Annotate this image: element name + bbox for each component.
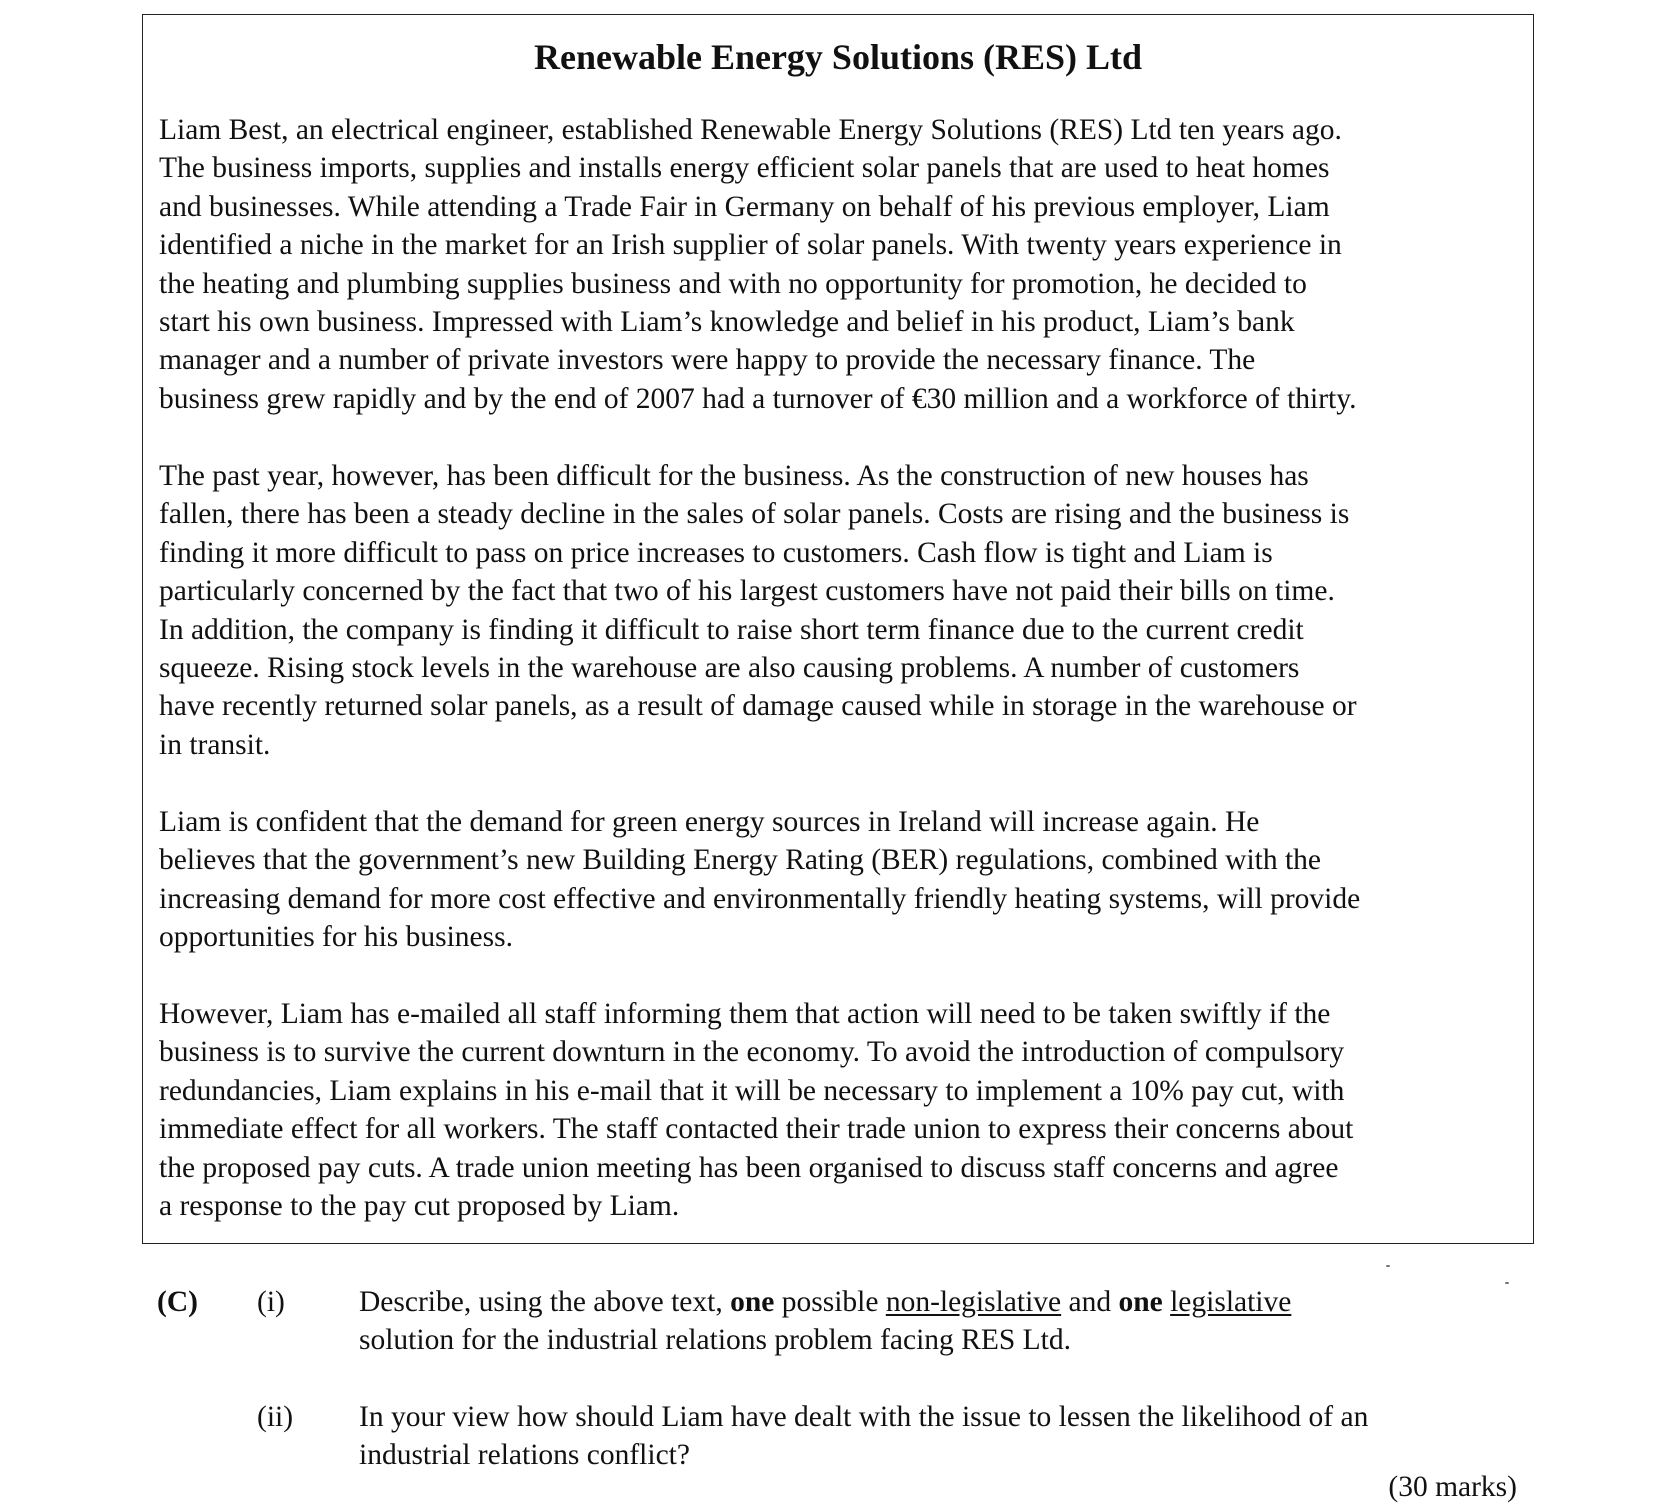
text-line: Liam Best, an electrical engineer, established Renewable Energy Solutions (RES) Ltd ten years ago. xyxy=(159,114,1342,146)
text-run: Describe, using the above text, xyxy=(359,1286,731,1318)
text-line: increasing demand for more cost effective and environmentally friendly heating systems, will provide xyxy=(159,882,1361,915)
question-ii-line-2: industrial relations conflict? xyxy=(359,1439,690,1472)
text-line: have recently returned solar panels, as a result of damage caused while in storage in the warehouse or xyxy=(159,690,1357,723)
text-line: In addition, the company is finding it difficult to raise short term finance due to the current credit xyxy=(159,613,1304,646)
emphasis-one: one xyxy=(1118,1286,1163,1318)
text-line: Liam is confident that the demand for green energy sources in Ireland will increase again. He xyxy=(159,806,1260,838)
case-paragraph-3 xyxy=(159,803,1531,957)
text-line: the heating and plumbing supplies business and with no opportunity for promotion, he decided to xyxy=(159,267,1307,300)
text-line: immediate effect for all workers. The staff contacted their trade union to express their concerns about xyxy=(159,1113,1354,1146)
question-section-label: (C) xyxy=(157,1286,198,1318)
text-line: a response to the pay cut proposed by Liam. xyxy=(159,1190,680,1223)
text-line: manager and a number of private investors were happy to provide the necessary finance. The xyxy=(159,344,1256,377)
text-line: redundancies, Liam explains in his e-mail that it will be necessary to implement a 10% pay cut, with xyxy=(159,1074,1345,1107)
text-line: fallen, there has been a steady decline in the sales of solar panels. Costs are rising and the business is xyxy=(159,498,1350,531)
text-line: opportunities for his business. xyxy=(159,921,513,954)
underlined-term: non-legislative xyxy=(885,1286,1062,1318)
text-line: the proposed pay cuts. A trade union meeting has been organised to discuss staff concerns and agree xyxy=(159,1151,1339,1184)
case-study-box xyxy=(142,14,1534,1244)
question-ii-line-1: In your view how should Liam have dealt with the issue to lessen the likelihood of an xyxy=(359,1401,1369,1433)
question-i-text xyxy=(359,1283,1291,1360)
question-number-i: (i) xyxy=(257,1286,285,1318)
text-line: start his own business. Impressed with Liam’s knowledge and belief in his product, Liam’s bank xyxy=(159,306,1295,339)
scan-artifact xyxy=(1386,1265,1390,1267)
text-line: However, Liam has e-mailed all staff informing them that action will need to be taken swiftly if the xyxy=(159,998,1331,1030)
question-i-line-1 xyxy=(359,1283,1291,1321)
case-study-title: Renewable Energy Solutions (RES) Ltd xyxy=(533,37,1143,77)
text-line: The past year, however, has been difficult for the business. As the construction of new houses has xyxy=(159,460,1309,492)
text-line: particularly concerned by the fact that two of his largest customers have not paid their bills on time. xyxy=(159,575,1335,608)
emphasis-one: one xyxy=(730,1286,775,1318)
question-i-line-2: solution for the industrial relations problem facing RES Ltd. xyxy=(359,1324,1071,1357)
text-line: and businesses. While attending a Trade Fair in Germany on behalf of his previous employer, Liam xyxy=(159,190,1330,223)
case-paragraph-2 xyxy=(159,457,1531,764)
text-line: business is to survive the current downturn in the economy. To avoid the introduction of compulsory xyxy=(159,1036,1345,1069)
text-line: believes that the government’s new Building Energy Rating (BER) regulations, combined with the xyxy=(159,844,1322,877)
text-line: The business imports, supplies and installs energy efficient solar panels that are used to heat homes xyxy=(159,152,1330,185)
question-number-ii: (ii) xyxy=(257,1401,294,1433)
text-line: finding it more difficult to pass on price increases to customers. Cash flow is tight and Liam is xyxy=(159,536,1273,569)
underlined-term: legislative xyxy=(1170,1286,1292,1318)
question-ii-text xyxy=(359,1398,1368,1475)
case-paragraph-1 xyxy=(159,111,1531,418)
text-run: possible xyxy=(774,1286,886,1318)
text-run: and xyxy=(1061,1286,1119,1318)
marks-label: (30 marks) xyxy=(1388,1471,1517,1503)
scan-artifact xyxy=(1505,1282,1509,1284)
text-line: squeeze. Rising stock levels in the warehouse are also causing problems. A number of customers xyxy=(159,652,1300,685)
text-run xyxy=(1163,1286,1170,1318)
text-line: business grew rapidly and by the end of 2007 had a turnover of €30 million and a workforce of thirty. xyxy=(159,382,1357,415)
text-line: identified a niche in the market for an Irish supplier of solar panels. With twenty years experience in xyxy=(159,229,1342,262)
case-paragraph-4 xyxy=(159,995,1531,1225)
text-line: in transit. xyxy=(159,728,271,761)
